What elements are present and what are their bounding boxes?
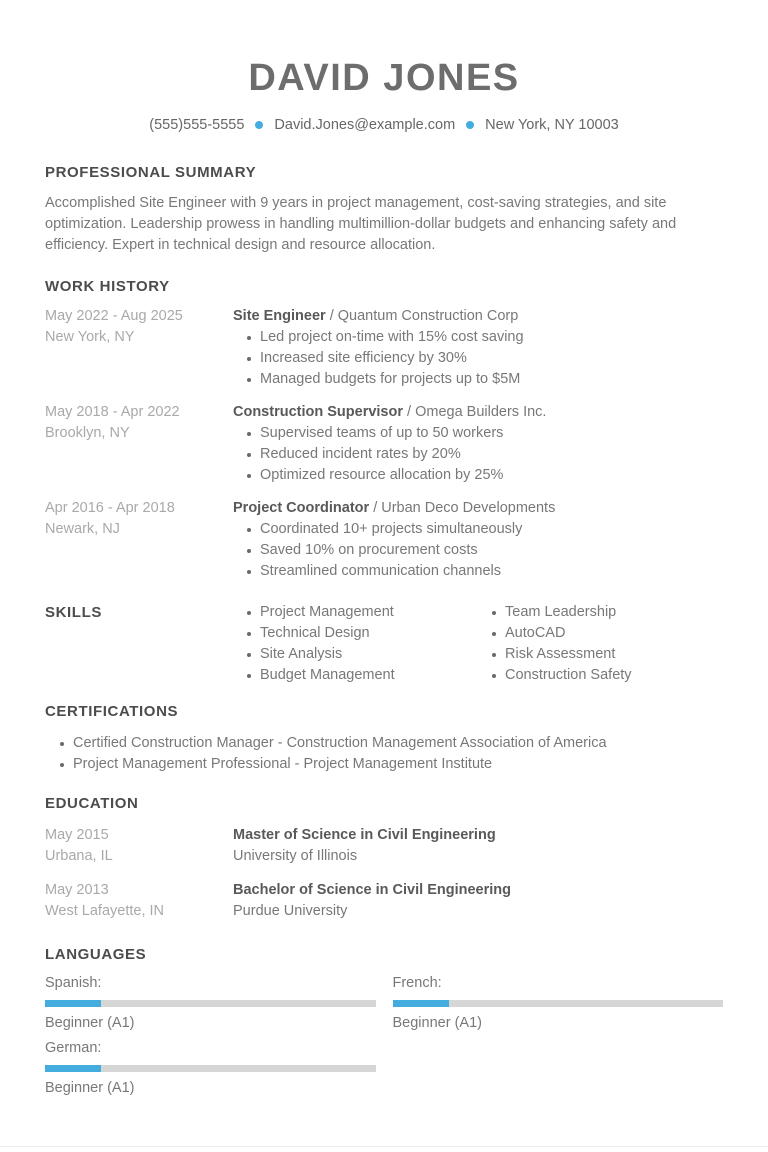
- job-meta: [45, 402, 233, 486]
- bullet-icon: [492, 611, 496, 615]
- job-body: [233, 306, 723, 390]
- summary-heading: PROFESSIONAL SUMMARY: [45, 164, 257, 181]
- job-title: Site Engineer: [233, 308, 326, 324]
- job-bullet-list: [233, 327, 723, 390]
- bullet-icon: [60, 742, 64, 746]
- job-bullet: [247, 423, 723, 444]
- job-bullet-text: Coordinated 10+ projects simultaneously: [260, 521, 523, 537]
- bullet-icon: [492, 632, 496, 636]
- job-title-separator: /: [373, 500, 382, 516]
- job-body: [233, 402, 723, 486]
- skills-column-2: [478, 602, 723, 686]
- skill-text: Risk Assessment: [505, 646, 616, 662]
- job-location: Brooklyn, NY: [45, 425, 130, 441]
- certification-item: [60, 754, 723, 775]
- work-history-heading: WORK HISTORY: [45, 278, 170, 295]
- job-title: Project Coordinator: [233, 500, 370, 516]
- bullet-icon: [60, 763, 64, 767]
- job-location: New York, NY: [45, 329, 135, 345]
- certification-text: Certified Construction Manager - Construction Management Association of America: [73, 735, 607, 751]
- language-grid: [45, 973, 723, 1099]
- bullet-icon: [492, 653, 496, 657]
- education-school: University of Illinois: [233, 848, 358, 864]
- job-entry: [45, 306, 723, 390]
- language-progress-fill: [45, 1065, 101, 1072]
- bullet-icon: [247, 474, 251, 478]
- education-date: May 2015: [45, 827, 109, 843]
- certification-item: [60, 733, 723, 754]
- job-bullet: [247, 465, 723, 486]
- contact-line: [45, 116, 723, 134]
- candidate-name: DAVID JONES: [248, 57, 520, 99]
- job-entry: [45, 498, 723, 582]
- language-name: German:: [45, 1040, 102, 1056]
- education-entry: [45, 880, 723, 922]
- job-bullet: [247, 348, 723, 369]
- skill-item: [247, 665, 478, 686]
- language-item: [45, 973, 376, 1034]
- job-dates: Apr 2016 - Apr 2018: [45, 500, 175, 516]
- bullet-icon: [247, 453, 251, 457]
- job-meta: [45, 306, 233, 390]
- job-meta: [45, 498, 233, 582]
- skill-item: [492, 644, 723, 665]
- job-title-line: [233, 498, 723, 519]
- skills-heading: SKILLS: [45, 604, 102, 621]
- job-bullet: [247, 327, 723, 348]
- language-level: Beginner (A1): [45, 1080, 135, 1096]
- certification-list: [45, 733, 723, 775]
- bullet-icon: [492, 674, 496, 678]
- job-bullet-text: Reduced incident rates by 20%: [260, 446, 461, 462]
- job-bullet-list: [233, 519, 723, 582]
- job-title-line: [233, 402, 723, 423]
- certifications-heading: CERTIFICATIONS: [45, 703, 179, 720]
- skill-text: Construction Safety: [505, 667, 632, 683]
- resume-header: [45, 56, 723, 134]
- section-certifications: [45, 703, 723, 775]
- job-bullet-text: Streamlined communication channels: [260, 563, 501, 579]
- skill-item: [247, 644, 478, 665]
- dot-separator-icon: [255, 121, 263, 129]
- education-date: May 2013: [45, 882, 109, 898]
- job-bullet: [247, 369, 723, 390]
- language-level: Beginner (A1): [45, 1015, 135, 1031]
- job-bullet: [247, 519, 723, 540]
- job-bullet: [247, 444, 723, 465]
- job-body: [233, 498, 723, 582]
- section-education: [45, 795, 723, 922]
- bullet-icon: [247, 549, 251, 553]
- job-bullet-list: [233, 423, 723, 486]
- education-list: [45, 825, 723, 922]
- skill-text: AutoCAD: [505, 625, 566, 641]
- bullet-icon: [247, 570, 251, 574]
- language-name: French:: [392, 975, 442, 991]
- language-item: [45, 1038, 376, 1099]
- language-item: [393, 973, 724, 1034]
- bullet-icon: [247, 432, 251, 436]
- job-bullet-text: Optimized resource allocation by 25%: [260, 467, 504, 483]
- language-level: Beginner (A1): [392, 1015, 482, 1031]
- job-title-separator: /: [329, 308, 338, 324]
- bullet-icon: [247, 378, 251, 382]
- skill-item: [492, 623, 723, 644]
- section-languages: [45, 946, 723, 1099]
- education-body: [233, 880, 723, 922]
- education-entry: [45, 825, 723, 867]
- job-dates: May 2018 - Apr 2022: [45, 404, 180, 420]
- job-entry: [45, 402, 723, 486]
- bullet-icon: [247, 528, 251, 532]
- job-bullet: [247, 540, 723, 561]
- bullet-icon: [247, 357, 251, 361]
- language-progress-bar: [393, 1000, 724, 1007]
- skill-text: Technical Design: [260, 625, 370, 641]
- skill-text: Site Analysis: [260, 646, 343, 662]
- job-bullet-text: Managed budgets for projects up to $5M: [260, 371, 521, 387]
- bullet-icon: [247, 611, 251, 615]
- job-bullet-text: Increased site efficiency by 30%: [260, 350, 467, 366]
- skill-item: [247, 602, 478, 623]
- language-progress-fill: [45, 1000, 101, 1007]
- education-location: West Lafayette, IN: [45, 903, 165, 919]
- section-skills: [45, 602, 723, 686]
- job-company: Quantum Construction Corp: [337, 308, 519, 324]
- language-name: Spanish:: [45, 975, 102, 991]
- section-work-history: [45, 278, 723, 582]
- job-company: Omega Builders Inc.: [415, 404, 547, 420]
- job-bullet-text: Supervised teams of up to 50 workers: [260, 425, 504, 441]
- education-location: Urbana, IL: [45, 848, 113, 864]
- languages-heading: LANGUAGES: [45, 946, 147, 963]
- certification-text: Project Management Professional - Project Management Institute: [73, 756, 493, 772]
- education-meta: [45, 880, 233, 922]
- contact-phone: (555)555-5555: [149, 117, 245, 133]
- skill-item: [492, 665, 723, 686]
- education-school: Purdue University: [233, 903, 348, 919]
- job-list: [45, 306, 723, 582]
- section-professional-summary: [45, 164, 723, 256]
- education-meta: [45, 825, 233, 867]
- contact-location: New York, NY 10003: [485, 117, 619, 133]
- education-body: [233, 825, 723, 867]
- job-bullet-text: Saved 10% on procurement costs: [260, 542, 478, 558]
- education-degree: Bachelor of Science in Civil Engineering: [233, 882, 511, 898]
- page-bottom-edge: [0, 1146, 768, 1147]
- education-heading: EDUCATION: [45, 795, 139, 812]
- job-title-separator: /: [407, 404, 416, 420]
- bullet-icon: [247, 632, 251, 636]
- skill-text: Team Leadership: [505, 604, 617, 620]
- skill-text: Project Management: [260, 604, 394, 620]
- skill-item: [492, 602, 723, 623]
- job-title: Construction Supervisor: [233, 404, 403, 420]
- bullet-icon: [247, 674, 251, 678]
- contact-email: David.Jones@example.com: [274, 117, 456, 133]
- job-location: Newark, NJ: [45, 521, 120, 537]
- job-bullet-text: Led project on-time with 15% cost saving: [260, 329, 524, 345]
- bullet-icon: [247, 653, 251, 657]
- language-progress-bar: [45, 1000, 376, 1007]
- skills-column-1: [233, 602, 478, 686]
- job-company: Urban Deco Developments: [381, 500, 556, 516]
- bullet-icon: [247, 336, 251, 340]
- job-title-line: [233, 306, 723, 327]
- job-bullet: [247, 561, 723, 582]
- job-dates: May 2022 - Aug 2025: [45, 308, 183, 324]
- language-progress-fill: [393, 1000, 449, 1007]
- summary-text: Accomplished Site Engineer with 9 years in project management, cost-saving strategies, and site optimization. Leadership prowess in handling multimillion-dollar budgets and enhancing safety and efficiency. Expert in technical design and resource allocation.: [45, 195, 677, 253]
- education-degree: Master of Science in Civil Engineering: [233, 827, 496, 843]
- skill-item: [247, 623, 478, 644]
- language-progress-bar: [45, 1065, 376, 1072]
- skill-text: Budget Management: [260, 667, 395, 683]
- dot-separator-icon: [466, 121, 474, 129]
